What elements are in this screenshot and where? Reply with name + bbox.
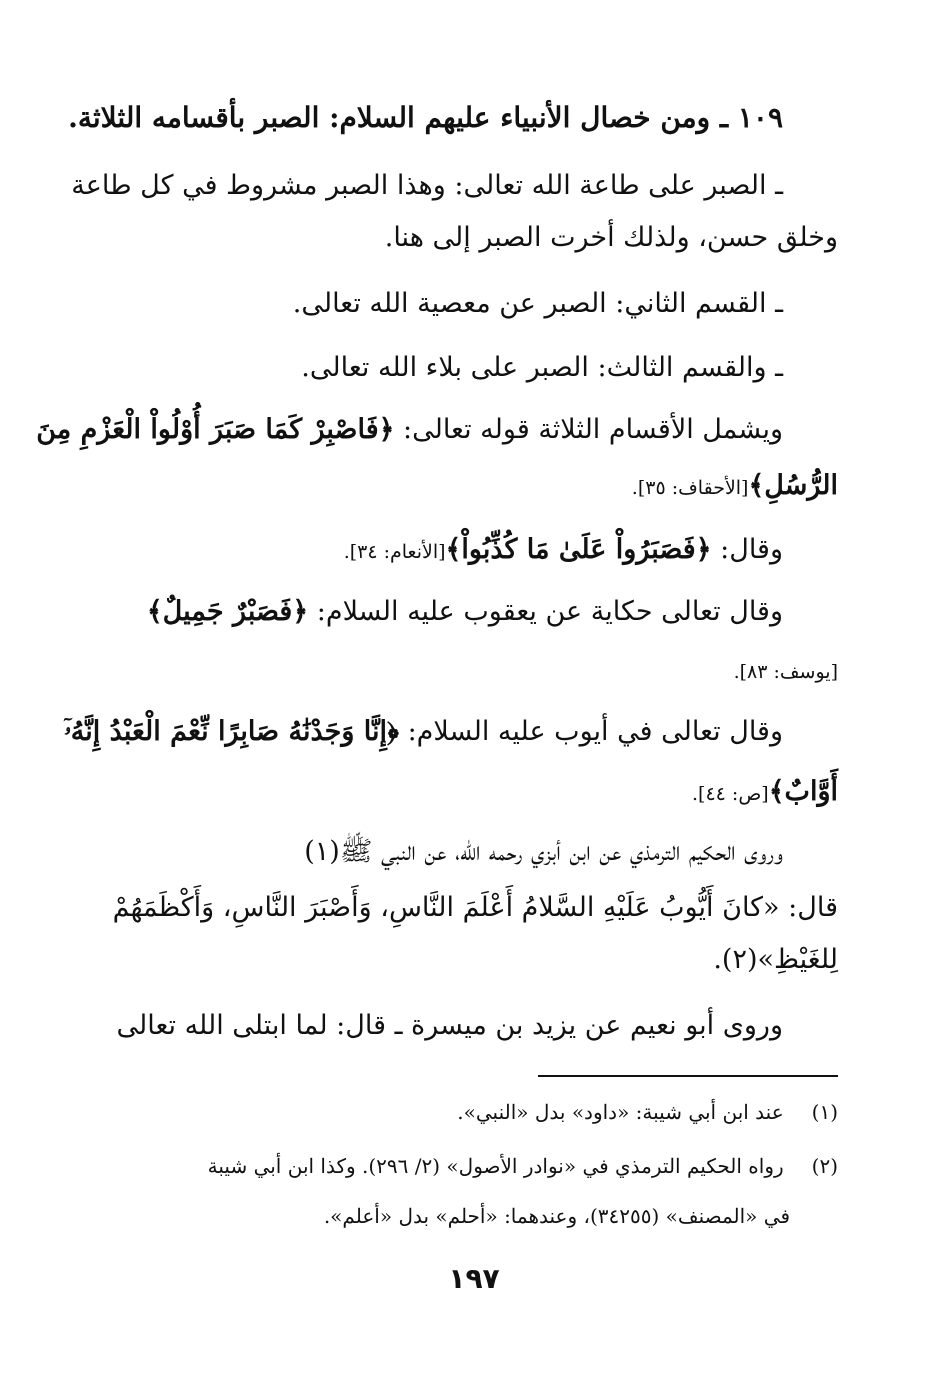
paragraph-line: وخلق حسن، ولذلك أخرت الصبر إلى هنا. — [384, 222, 838, 253]
paragraph-line: وروى الحكيم الترمذي عن ابن أبزي رحمه الله، عن النبي ﷺ(١) — [304, 836, 783, 867]
paragraph-line — [110, 650, 838, 692]
quran-verse: الرُّسُلِ﴾ — [748, 470, 838, 501]
quran-verse: ﴿إِنَّا وَجَدْنَٰهُ صَابِرًا نِّعْمَ الْعَبْدُ إِنَّهُۥٓ — [64, 716, 399, 747]
verse-reference: [ص: ٤٤]. — [692, 783, 769, 805]
verse-reference: [يوسف: ٨٣]. — [733, 661, 838, 683]
hadith-line: لِلغَيْظِ»(٢). — [713, 944, 838, 975]
paragraph-line: ـ القسم الثاني: الصبر عن معصية الله تعالى. — [292, 288, 783, 319]
page-number: ١٩٧ — [448, 1262, 500, 1295]
paragraph-line: وروى أبو نعيم عن يزيد بن ميسرة ـ قال: لما ابتلى الله تعالى — [116, 1010, 783, 1041]
footnote-1 — [110, 1096, 838, 1128]
paragraph-text: وقال: — [711, 534, 783, 565]
footnote-number: (١) — [811, 1100, 838, 1124]
paragraph-text: ويشمل الأقسام الثلاثة قوله تعالى: — [394, 414, 783, 445]
footnote-2-continuation: في «المصنف» (٣٤٢٥٥)، وعندهما: «أحلم» بدل «أعلم». — [323, 1204, 790, 1228]
paragraph-text: وقال تعالى في أيوب عليه السلام: — [399, 716, 783, 747]
quran-verse: ﴿فَاصْبِرْ كَمَا صَبَرَ أُوْلُواْ الْعَزْمِ مِنَ — [36, 414, 395, 445]
paragraph-line — [110, 772, 838, 814]
quran-verse: ﴿فَصَبْرٌ جَمِيلٌ﴾ — [146, 596, 309, 627]
hadith-line: قال: «كانَ أَيُّوبُ عَلَيْهِ السَّلامُ أَعْلَمَ النَّاسِ، وَأَصْبَرَ النَّاسِ، وَأَكْظَمَهُمْ — [112, 892, 838, 923]
quran-verse: أَوَّابٌ﴾ — [768, 776, 838, 807]
paragraph-line — [110, 466, 838, 508]
verse-reference: [الأحقاف: ٣٥]. — [631, 477, 749, 499]
quran-verse: ﴿فَصَبَرُواْ عَلَىٰ مَا كُذِّبُواْ﴾ — [445, 534, 712, 565]
paragraph-line — [110, 592, 783, 632]
paragraph-line — [110, 530, 783, 572]
footnote-2 — [110, 1150, 838, 1182]
paragraph-line: ـ الصبر على طاعة الله تعالى: وهذا الصبر مشروط في كل طاعة — [71, 170, 783, 201]
verse-reference: [الأنعام: ٣٤]. — [343, 541, 446, 563]
footnote-text: رواه الحكيم الترمذي في «نوادر الأصول» (٢/ ٢٩٦). وكذا ابن أبي شيبة — [207, 1154, 784, 1178]
footnote-number: (٢) — [811, 1154, 838, 1178]
paragraph-text: وقال تعالى حكاية عن يعقوب عليه السلام: — [308, 596, 783, 627]
paragraph-line: ـ والقسم الثالث: الصبر على بلاء الله تعالى. — [301, 352, 783, 383]
paragraph-line — [64, 712, 783, 752]
section-heading: ١٠٩ ـ ومن خصال الأنبياء عليهم السلام: الصبر بأقسامه الثلاثة. — [68, 101, 783, 134]
footnote-divider — [538, 1075, 838, 1077]
paragraph-line — [36, 410, 783, 450]
footnote-text: عند ابن أبي شيبة: «داود» بدل «النبي». — [457, 1100, 784, 1124]
